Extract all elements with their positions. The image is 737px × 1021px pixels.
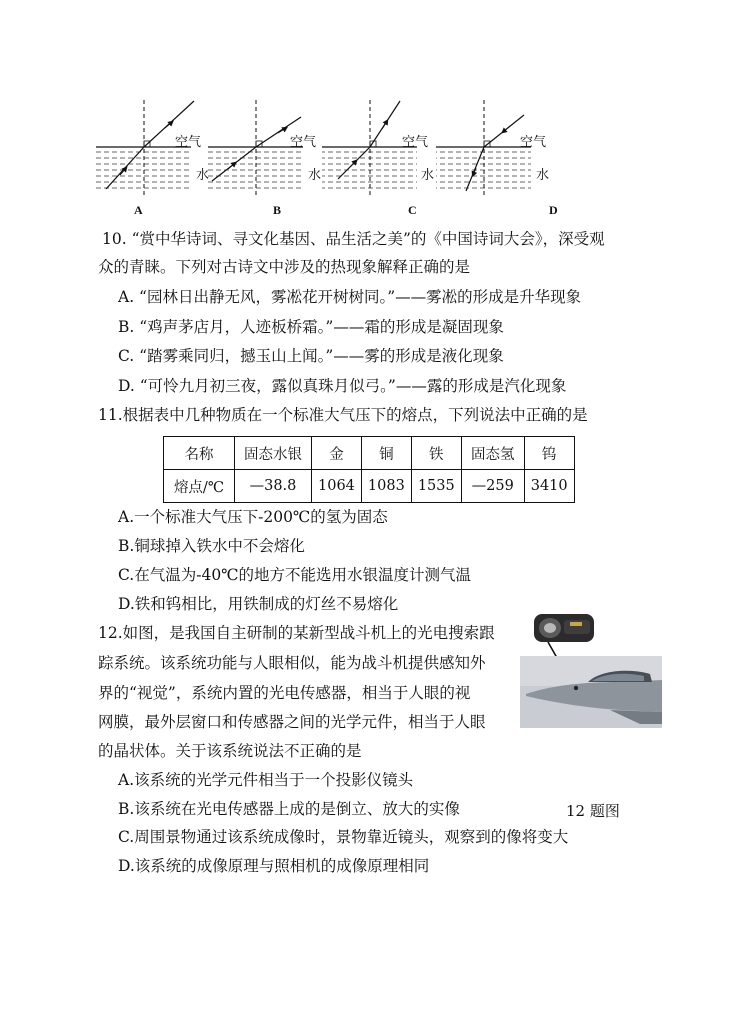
refraction-diagrams — [0, 95, 737, 225]
q12-stem-line-5: 的晶状体。关于该系统说法不正确的是 — [98, 742, 362, 760]
melting-point-table — [163, 436, 575, 503]
table-cell: 固态水银 — [235, 437, 312, 470]
water-label-b: 水 — [308, 168, 322, 183]
q11-stem: 11.根据表中几种物质在一个标准大气压下的熔点，下列说法中正确的是 — [98, 406, 588, 424]
table-cell: 铁 — [411, 437, 461, 470]
table-cell: —38.8 — [235, 470, 312, 503]
q12-option-d: D.该系统的成像原理与照相机的成像原理相同 — [118, 857, 430, 875]
table-cell: 1064 — [312, 470, 362, 503]
figure-caption: 12 题图 — [566, 802, 620, 820]
q12-stem-line-1: 12.如图，是我国自主研制的某新型战斗机上的光电搜索跟 — [98, 624, 495, 642]
air-label-a: 空气 — [175, 135, 202, 150]
table-cell: 3410 — [524, 470, 574, 503]
diagram-b — [208, 100, 303, 195]
fighter-jet-photo — [520, 612, 662, 728]
q12-stem-line-2: 踪系统。该系统功能与人眼相似，能为战斗机提供感知外 — [98, 654, 486, 672]
q11-option-b: B.铜球掉入铁水中不会熔化 — [118, 537, 305, 555]
table-cell: 熔点/℃ — [164, 470, 235, 503]
diagram-label-d: D — [549, 203, 558, 217]
q12-stem-line-3: 界的“视觉”，系统内置的光电传感器，相当于人眼的视 — [98, 684, 471, 702]
q10-stem-line-2: 众的青睐。下列对古诗文中涉及的热现象解释正确的是 — [98, 258, 471, 276]
q10-option-d: D. “可怜九月初三夜，露似真珠月似弓。”——露的形成是汽化现象 — [118, 377, 567, 395]
q10-option-a: A. “园林日出静无风，雾凇花开树树同。”——雾凇的形成是升华现象 — [118, 288, 582, 306]
table-cell: 名称 — [164, 437, 235, 470]
diagram-d — [436, 100, 531, 195]
water-label-a: 水 — [196, 168, 210, 183]
table-cell: 固态氢 — [461, 437, 524, 470]
q12-option-b: B.该系统在光电传感器上成的是倒立、放大的实像 — [118, 800, 460, 818]
table-cell: 1535 — [411, 470, 461, 503]
water-label-d: 水 — [536, 168, 550, 183]
sensor-device-image — [534, 614, 594, 642]
table-cell: 钨 — [524, 437, 574, 470]
q11-option-c: C.在气温为-40℃的地方不能选用水银温度计测气温 — [118, 566, 472, 584]
q12-option-c: C.周围景物通过该系统成像时，景物靠近镜头，观察到的像将变大 — [118, 828, 569, 846]
table-row — [164, 470, 575, 503]
q10-option-b: B. “鸡声茅店月，人迹板桥霜。”——霜的形成是凝固现象 — [118, 318, 504, 336]
q10-option-c: C. “踏雾乘同归，撼玉山上闻。”——雾的形成是液化现象 — [118, 347, 504, 365]
q11-option-a: A.一个标准大气压下-200℃的氢为固态 — [118, 508, 388, 526]
q12-option-a: A.该系统的光学元件相当于一个投影仪镜头 — [118, 771, 414, 789]
q10-stem-line-1: 10. “赏中华诗词、寻文化基因、品生活之美”的《中国诗词大会》，深受观 — [102, 230, 605, 248]
table-cell: 金 — [312, 437, 362, 470]
air-label-d: 空气 — [520, 135, 547, 150]
q11-option-d: D.铁和钨相比，用铁制成的灯丝不易熔化 — [118, 595, 399, 613]
air-label-c: 空气 — [402, 135, 429, 150]
table-cell: 铜 — [361, 437, 411, 470]
table-header-row — [164, 437, 575, 470]
diagram-label-a: A — [134, 203, 143, 217]
diagram-label-c: C — [408, 203, 417, 217]
air-label-b: 空气 — [290, 135, 317, 150]
diagram-label-b: B — [273, 203, 282, 217]
table-cell: 1083 — [361, 470, 411, 503]
water-label-c: 水 — [421, 168, 435, 183]
q12-stem-line-4: 网膜，最外层窗口和传感器之间的光学元件，相当于人眼 — [98, 713, 486, 731]
table-cell: —259 — [461, 470, 524, 503]
